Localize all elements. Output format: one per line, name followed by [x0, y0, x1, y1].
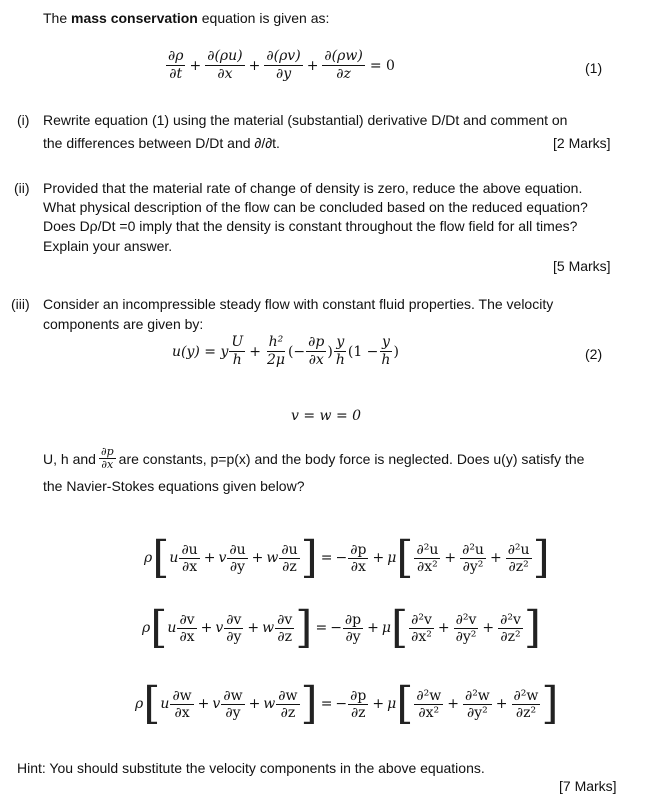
equation-number-2: (2) [585, 346, 603, 362]
fraction: ∂²u ∂x² [416, 541, 439, 575]
question-2-label: (ii) [14, 180, 30, 196]
fraction: ∂v ∂x [179, 611, 195, 645]
question-2-line2: What physical description of the flow can be concluded based on the reduced equation? [43, 199, 588, 215]
question-1-label: (i) [17, 112, 30, 128]
fraction: $\frac{\text{∂²w}}{\text{∂z²}}$ [513, 687, 539, 721]
fraction: ∂w ∂z [278, 687, 298, 721]
fraction: $\frac{\partial p}{\partial y}$ [344, 611, 362, 645]
fraction: $\frac{\text{∂²w}}{\text{∂y²}}$ [464, 687, 490, 721]
question-3-conditions: U, h and ∂p ∂x are constants, p=p(x) and the body force is neglected. Does u(y) satisfy the [43, 445, 585, 471]
question-1-marks: [2 Marks] [553, 135, 611, 151]
question-3-line3: the Navier-Stokes equations given below? [43, 478, 305, 494]
intro-text: The mass conservation equation is given as: [43, 10, 330, 26]
fraction: ∂v ∂z [277, 611, 293, 645]
navier-stokes-z-equation: ρ [ u ∂w ∂x + v ∂w ∂y + w ∂w ∂z ] = − $\frac{\partial p}{\partial z}$ + μ [ ∂²w ∂x² + $\frac{\text{∂²w}}{\text{∂y²}}$ + $\frac{\text{∂²w}}{\text{∂z²}}$ ] [135, 678, 559, 729]
fraction: $\frac{\partial p}{\partial z}$ [350, 687, 367, 721]
question-2-line1: Provided that the material rate of change of density is zero, reduce the above equation. [43, 180, 583, 196]
velocity-profile-equation: u(y) = y U h + $\frac{\text{h²}}{2\mu}$ (− $\frac{\partial p}{\partial x}$ ) y h (1 − $\frac{y}{h}$ ) [172, 334, 399, 368]
question-3-label: (iii) [11, 296, 30, 312]
question-2-line3: Does Dρ/Dt =0 imply that the density is constant throughout the flow field for all times? [43, 218, 578, 234]
question-3-marks: [7 Marks] [559, 778, 617, 794]
navier-stokes-x-equation: ρ [ u ∂u ∂x + v ∂u ∂y + w ∂u ∂z ] = − $\frac{\partial p}{\partial x}$ + μ [ ∂²u ∂x² + $\frac{\text{∂²u}}{\text{∂y²}}$ + $\frac{\text{∂²u}}{\text{∂z²}}$ ] [144, 532, 550, 583]
fraction: ∂w ∂x [172, 687, 192, 721]
fraction: ∂²w ∂x² [416, 687, 442, 721]
fraction: $\frac{\text{∂²u}}{\text{∂z²}}$ [507, 541, 530, 575]
hint-text: Hint: You should substitute the velocity components in the above equations. [17, 760, 485, 776]
fraction: ∂w ∂y [223, 687, 243, 721]
fraction: ∂u ∂y [229, 541, 246, 575]
vw-zero-condition: v = w = 0 [291, 408, 362, 424]
mass-conservation-equation: ∂ρ ∂t + $\frac{\partial(\rho u)}{\partial x}$ + $\frac{\partial(\rho v)}{\partial y}$ + $\frac{\partial(\rho w)}{\partial z}$ = 0 [168, 48, 395, 82]
question-2-line4: Explain your answer. [43, 238, 173, 254]
question-1-line2: the differences between D/Dt and ∂/∂t. [43, 135, 280, 151]
question-1-line1: Rewrite equation (1) using the material (substantial) derivative D/Dt and comment on [43, 112, 568, 128]
question-2-marks: [5 Marks] [553, 258, 611, 274]
fraction: $\frac{\text{∂²v}}{\text{∂y²}}$ [455, 611, 477, 645]
question-3-line2: components are given by: [43, 316, 204, 332]
equation-number-1: (1) [585, 60, 603, 76]
question-3-line1: Consider an incompressible steady flow with constant fluid properties. The velocity [43, 296, 554, 312]
fraction: $\frac{\text{∂²v}}{\text{∂z²}}$ [500, 611, 521, 645]
fraction: ∂v ∂y [226, 611, 242, 645]
fraction: ∂²v ∂x² [411, 611, 432, 645]
fraction: $\frac{\partial p}{\partial x}$ [350, 541, 367, 575]
navier-stokes-y-equation: ρ [ u ∂v ∂x + v ∂v ∂y + w ∂v ∂z ] = − $\frac{\partial p}{\partial y}$ + μ [ ∂²v ∂x² + $\frac{\text{∂²v}}{\text{∂y²}}$ + $\frac{\text{∂²v}}{\text{∂z²}}$ ] [142, 602, 542, 653]
fraction: ∂u ∂z [281, 541, 298, 575]
fraction: ∂u ∂x [181, 541, 198, 575]
fraction: $\frac{\text{∂²u}}{\text{∂y²}}$ [462, 541, 484, 575]
